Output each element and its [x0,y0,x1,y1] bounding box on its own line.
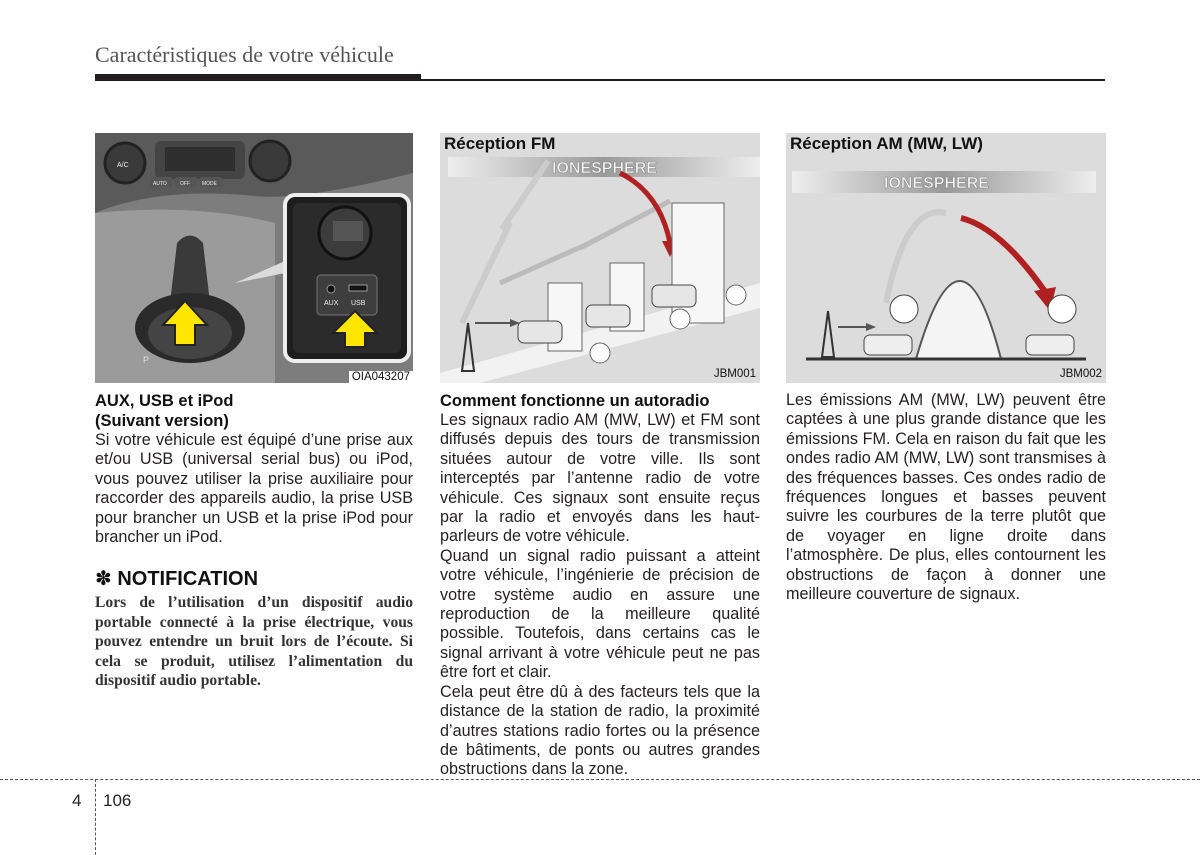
notification-title: ✽ NOTIFICATION [95,568,259,591]
signal-path [620,173,670,243]
ionosphere-label: IONESPHERE [552,160,657,177]
figure-title: Réception AM (MW, LW) [790,134,983,153]
park-label: P [143,355,150,365]
paragraph: Les signaux radio AM (MW, LW) et FM sont diffusés depuis des tours de transmission situées autour de votre ville. Ils sont interceptés par l’antenne radio de votre véhicule. Ces signaux sont ensuite reçus par la radio et envoyés dans les haut-parleurs de votre véhicule. [440,411,760,546]
mountain-shape [916,281,1001,359]
aux-port-label: AUX [324,300,339,307]
column-fm [440,133,760,780]
mode-label: MODE [202,181,217,187]
figure-fm-reception [440,133,760,383]
fm-illustration [440,133,760,383]
am-illustration [786,133,1106,383]
figure-code: JBM002 [1059,368,1102,380]
paragraph: Quand un signal radio puissant a atteint votre véhicule, l’ingénierie de précision de votre système audio en assure une reproduction de la meilleure qualité possible. Toutefois, dans certains cas le signal arrivant à votre véhicule peut ne pas être fort et clair. [440,546,760,682]
chapter-number: 4 [72,791,82,810]
section-heading: Comment fonctionne un autoradio [440,392,710,410]
header-rule [95,79,1105,81]
radio-tower-icon [462,323,474,371]
heading-line-1: AUX, USB et iPod [95,392,234,410]
notification-body: Lors de l’utilisation d’un dispositif audio portable connecté à la prise électrique, vous pouvez entendre un bruit lors de l’écoute. Si cela se produit, utilisez l’alimentation du dispositif audio portable. [95,594,413,690]
ionosphere-label: IONESPHERE [884,175,989,192]
ac-label: A/C [117,162,129,169]
radio-tower-icon [822,311,834,357]
section-heading [95,391,413,431]
figure-am-reception [786,133,1106,383]
figure-code: JBM001 [713,368,756,380]
section-body: Si votre véhicule est équipé d’une prise aux et/ou USB (universal serial bus) ou iPod, vous pouvez utiliser la prise auxiliaire pour raccorder des appareils audio, la prise USB pour brancher un USB et la prise iPod pour brancher un iPod. [95,431,413,547]
off-label: OFF [180,181,190,187]
section-body: Les émissions AM (MW, LW) peuvent être captées à une plus grande distance que les émissions FM. Cela en raison du fait que les ondes radio AM (MW, LW) sont transmises à des fréquences basses. Ces ondes radio de fréquences longues et basses peuvent suivre les courbures de la terre plutôt que de voyager en ligne droite dans l’atmosphère. De plus, elles contournent les obstructions de façon à donner une meilleure couverture de signaux. [786,391,1106,604]
heading-line-2: (Suivant version) [95,412,229,430]
figure-code: OIA043207 [349,371,413,383]
signal-path [961,218,1046,293]
column-am [786,133,1106,604]
usb-port-label: USB [351,300,366,307]
section-body [440,411,760,780]
footer-separator [95,779,96,855]
figure-aux-usb-console [95,133,413,383]
column-aux-usb [95,133,413,690]
console-illustration [95,133,413,383]
page-number: 106 [103,791,132,810]
paragraph: Cela peut être dû à des facteurs tels que la distance de la station de radio, la proximité d’autres stations radio fortes ou la présence de bâtiments, de ponts ou autres grandes obstructions dans la zone. [440,682,760,779]
footer-rule [0,779,1200,780]
figure-title: Réception FM [444,134,556,153]
page-header-title: Caractéristiques de votre véhicule [95,42,394,67]
auto-label: AUTO [153,181,167,187]
